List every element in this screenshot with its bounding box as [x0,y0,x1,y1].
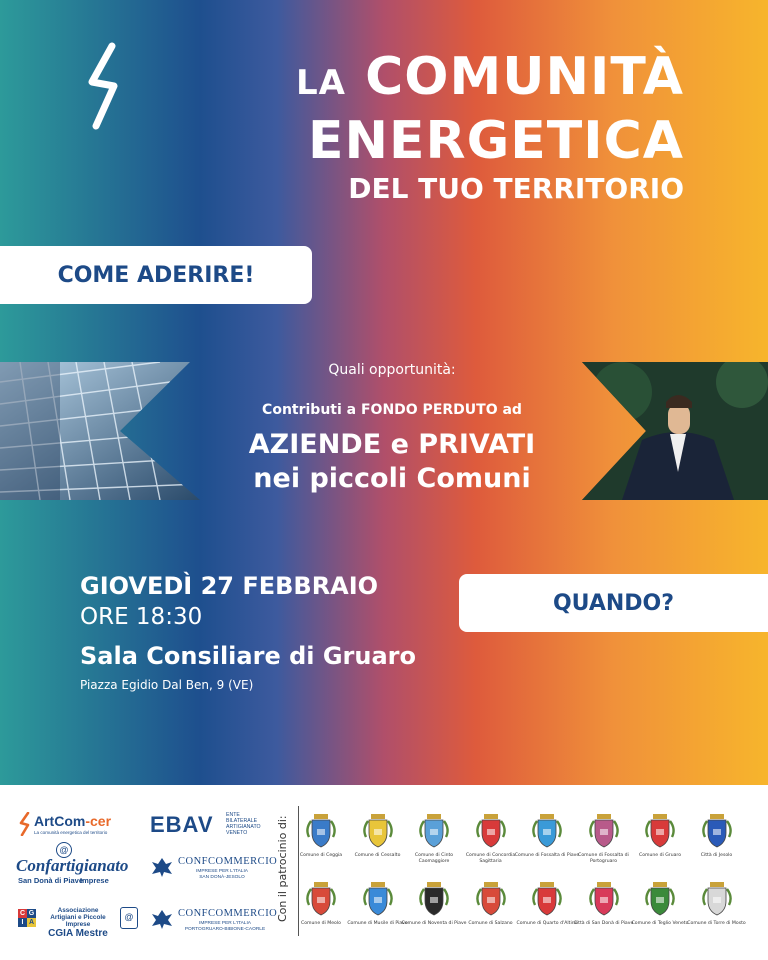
lightning-bolt-logo [78,42,132,130]
come-aderire-button[interactable] [0,246,312,304]
crest-caption: Comune di Fossalta di Portogruaro [578,853,629,864]
crest-caption: Città di San Donà di Piave [573,921,634,926]
title-line2: ENERGETICA [307,111,684,171]
opportunities-headline [200,428,584,496]
crest-icon [358,879,398,919]
crest-caption: Comune di Quarto d'Altino [516,921,578,926]
crest-caption: Comune di Meolo [301,921,341,926]
crest-caption: Comune di Torre di Mosto [687,921,746,926]
crest-icon [640,879,680,919]
crest-caption: Comune di Salzano [468,921,513,926]
crest-caption: Comune di Gruaro [638,853,682,858]
artcom-tagline: La comunità energetica del territorio [34,830,108,835]
crest-caption: Comune di Concordia Sagittaria [465,853,516,864]
confcomm1-sub1: IMPRESE PER L'ITALIA [195,869,248,874]
opportunities-intro: Quali opportunità: [328,362,456,378]
crest-caption: Comune di Fossalta di Piave [514,853,580,858]
title-main: COMUNITÀ [365,47,684,107]
cgia-line2: Artigiani e Piccole Imprese [50,914,106,928]
event-venue: Sala Consiliare di Gruaro [80,642,416,670]
confcomm1-sub2: SAN DONÀ-JESOLO [199,874,245,880]
confcomm2-sub1: IMPRESE PER L'ITALIA [198,921,251,926]
crest-icon [414,811,454,851]
crest-caption: Comune di Noventa di Piave [401,921,467,926]
ebav-sub: ENTE BILATERALE ARTIGIANATO VENETO [226,812,261,836]
title-line3: DEL TUO TERRITORIO [348,172,684,205]
event-address: Piazza Egidio Dal Ben, 9 (VE) [80,678,254,692]
crest-icon [471,811,511,851]
crest-icon [527,879,567,919]
quando-label: QUANDO? [552,590,675,616]
confart-sub1: San Donà di Piave [18,876,84,885]
confcomm1-name: CONFCOMMERCIO [178,856,278,867]
confart-sub2: Imprese [80,876,109,885]
crest-icon [584,879,624,919]
crest-caption: Comune di Cessalto [354,853,401,858]
crest-caption: Comune di Musile di Piave [347,921,408,926]
municipality-crest [682,811,752,859]
event-time: ORE 18:30 [80,604,203,630]
crest-icon [584,811,624,851]
confcomm2-sub2: PORTOGRUARO-BIBIONE-CAORLE [184,926,266,932]
quando-button[interactable] [459,574,768,632]
cgia-line3: CGIA Mestre [48,928,108,939]
crest-caption: Comune di Cinto Caomaggiore [414,853,454,864]
crest-caption: Città di Jesolo [700,853,733,858]
event-date: GIOVEDÌ 27 FEBBRAIO [80,572,379,600]
opportunities-line3: nei piccoli Comuni [253,463,531,494]
crest-icon [697,811,737,851]
crest-caption: Comune di Ceggia [299,853,343,858]
opportunities-line2: AZIENDE e PRIVATI [248,429,536,460]
crest-icon [697,879,737,919]
ebav-name: EBAV [150,812,214,837]
opportunities-line1: Contributi a FONDO PERDUTO ad [262,402,522,418]
title-prefix: LA [296,63,346,103]
artcom-name-a: ArtCom [34,813,86,829]
confart-name: Confartigianato [16,856,129,875]
artcom-name-b: -cer [85,813,112,829]
come-aderire-label: COME ADERIRE! [57,262,255,288]
crest-icon [301,879,341,919]
crest-caption: Comune di Teglio Veneto [631,921,689,926]
crest-icon [640,811,680,851]
crest-icon [301,811,341,851]
confcomm2-name: CONFCOMMERCIO [178,908,278,919]
crest-icon [471,879,511,919]
crest-icon [358,811,398,851]
municipality-crest [682,879,752,927]
crest-icon [527,811,567,851]
cgia-line1: Associazione [57,907,99,914]
patronage-label: Con il patrocinio di: [276,815,289,922]
crest-icon [414,879,454,919]
page-title [296,48,684,206]
